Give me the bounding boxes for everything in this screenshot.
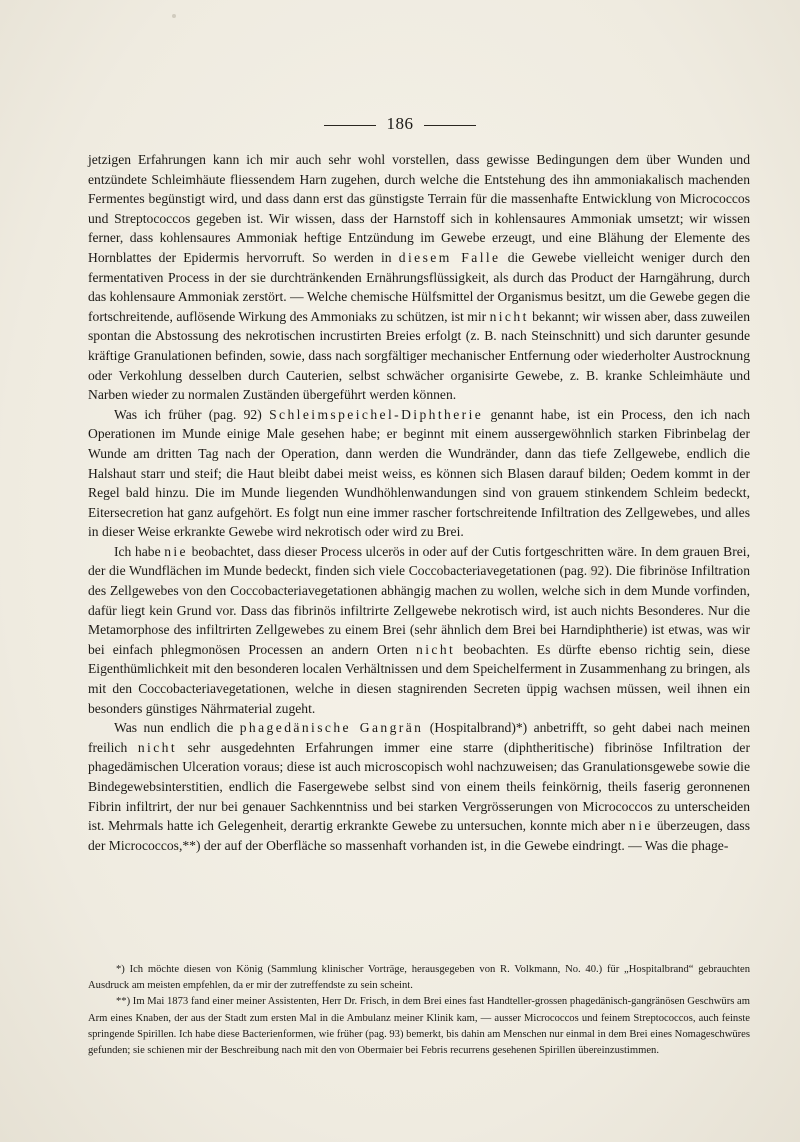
paragraph-1-text: jetzigen Erfahrungen kann ich mir auch sehr wohl vorstellen, dass gewisse Bedingungen dem über Wunden und entzündete Schleimhäute fliessendem Harn zugehen, durch welche die Entstehung des ihn ammoniakalisch machenden Fermentes begünstigt wird, und dass dann erst das günstigste Terrain für die massenhafte Entwicklung von Micrococcos und Streptococcos gegeben ist. Wir wissen, dass der Harnstoff sich in kohlensaures Ammoniak umsetzt; wir wissen ferner, dass kohlensaures Ammoniak heftige Entzündung im Gewebe erzeugt, und eine Blähung der Elemente des Hornblattes der Epidermis hervorruft. So werden in diesem Falle die Gewebe vielleicht weniger durch den fermentativen Process in der sie durchtränkenden Ernährungsflüssigkeit, als durch das Product der Harngährung, durch das kohlensaure Ammoniak zerstört. — Welche chemische Hülfsmittel der Organismus besitzt, um die Gewebe gegen die fortschreitende, auflösende Wirkung des Ammoniaks zu schützen, ist mir nicht bekannt; wir wissen aber, dass zuweilen spontan die Abstossung des nekrotischen incrustirten Breies erfolgt (z. B. nach Steinschnitt) und sich darunter gesunde kräftige Granulationen befinden, sowie, dass nach sorgfältiger mechanischer Entfernung oder wiederholter Austrocknung oder Verkohlung desselben durch Cauterien, selbst schwächer organisirte Gewebe, z. B. kranke Schleimhäute und Narben wieder zu normalen Zuständen übergeführt werden können.: [88, 152, 751, 403]
header-rule-right: [424, 125, 476, 126]
paragraph-4: [88, 718, 750, 855]
emphasis-spaced: nie: [629, 818, 653, 834]
paragraph-2-text: Was ich früher (pag. 92) Schleimspeichel-Diphtherie genannt habe, ist ein Process, den ich nach Operationen im Munde einige Male gesehen habe; er beginnt mit einem aussergewöhnlich starken Fibrinbelag der Wunde am dritten Tag nach der Operation, dann werden die Wundränder, dann das tiefe Zellgewebe, endlich die Halshaut starr und steif; die Haut bleibt dabei meist weiss, es können sich Blasen darauf bilden; Oedem kommt in der Regel bald hinzu. Die im Munde liegenden Wundhöhlenwandungen sind von grauem stinkendem Schleim bedeckt, Eitersecretion hat ganz aufgehört. Es folgt nun eine immer rascher fortschreitende Infiltration des Zellgewebes, und alles in dieser Weise erkrankte Gewebe wird nekrotisch oder wird zu Brei.: [88, 406, 750, 540]
emphasis-spaced: Schleimspeichel-Diphtherie: [269, 406, 484, 422]
emphasis-spaced: phagedänische Gangrän: [239, 720, 424, 736]
footnotes: [88, 962, 750, 1059]
main-text: [88, 150, 750, 855]
paper-stain: [588, 566, 602, 580]
header-rule-left: [324, 125, 376, 126]
paper-speck: [172, 14, 176, 18]
paragraph-2: [88, 405, 750, 542]
footnote-2: **) Im Mai 1873 fand einer meiner Assistenten, Herr Dr. Frisch, in dem Brei eines fast Handteller-grossen phagedänisch-gangränösen Geschwürs am Arm eines Knaben, der aus der Stadt zum ersten Mal in die Ambulanz meiner Klinik kam, — ausser Micrococcos und feinem Streptococcos, auch feinste springende Spirillen. Ich habe diese Bacterienformen, wie früher (pag. 93) bemerkt, bis dahin am Menschen nur einmal in dem Brei eines Nomageschwüres gefunden; sie schienen mir der Beschreibung nach mit den von Obermaier bei Febris recurrens gesehenen Spirillen übereinzustimmen.: [88, 996, 750, 1057]
page-header: [0, 114, 800, 134]
emphasis-spaced: nie: [164, 543, 188, 559]
paragraph-3-text: Ich habe nie beobachtet, dass dieser Process ulcerös in oder auf der Cutis fortgeschritten wäre. In dem grauen Brei, der die Wundflächen im Munde bedeckt, finden sich viele Coccobacteriavegetationen (pag. 92). Die fibrinöse Infiltration des Zellgewebes von den Coccobacteriavegetationen abhängig machen zu wollen, welche sich in dem Munde vorfinden, dafür liegt kein Grund vor. Dass das fibrinös infiltrirte Zellgewebe nekrotisch wird, ist auch nichts Besonderes. Nur die Metamorphose des infiltrirten Zellgewebes zu einem Brei (sehr ähnlich dem Brei bei Harndiphtherie) ist etwas, was wir bei einfach phlegmonösen Processen an andern Orten nicht beobachten. Es dürfte ebenso richtig sein, diese Eigenthümlichkeit mit den besonderen localen Verhältnissen und dem Speichelferment in Zusammenhang zu bringen, als mit den Coccobacteriavegetationen, welche in diesen stagnirenden Secreten üppig wachsen müssen, weil ihnen ein besonders günstiges Nährmaterial zugeht.: [88, 543, 750, 716]
page-number: 186: [386, 114, 414, 133]
paragraph-4-text: Was nun endlich die phagedänische Gangrän (Hospitalbrand)*) anbetrifft, so geht dabei nach meinen freilich nicht sehr ausgedehnten Erfahrungen immer eine starre (diphtheritische) fibrinöse Infiltration der phagedämischen Ulceration voraus; diese ist auch microscopisch wohl nachzuweisen; das Granulationsgewebe sowie die Bindegewebsinterstitien, endlich die Fasergewebe selbst sind von einem theils feinkörnig, theils faserig geronnenen Fibrin infiltrirt, der nur bei genauer Sachkenntniss und bei starken Vergrösserungen von Micrococcos zu unterscheiden ist. Mehrmals hatte ich Gelegenheit, derartig erkrankte Gewebe zu untersuchen, konnte mich aber nie überzeugen, dass der Micrococcos,**) der auf der Oberfläche so massenhaft vorhanden ist, in die Gewebe eindringt. — Was die phage-: [88, 720, 750, 853]
paragraph-3: [88, 542, 750, 718]
emphasis-spaced: nicht: [137, 739, 178, 755]
paragraph-1: [88, 150, 750, 405]
emphasis-spaced: nicht: [416, 641, 456, 657]
emphasis-spaced: diesem Falle: [398, 249, 501, 265]
footnote-1: *) Ich möchte diesen von König (Sammlung klinischer Vorträge, herausgegeben von R. Volkmann, No. 40.) für „Hospitalbrand“ gebrauchten Ausdruck am meisten empfehlen, da er mir der zutreffendste zu sein scheint.: [88, 964, 750, 992]
emphasis-spaced: nicht: [489, 308, 529, 324]
